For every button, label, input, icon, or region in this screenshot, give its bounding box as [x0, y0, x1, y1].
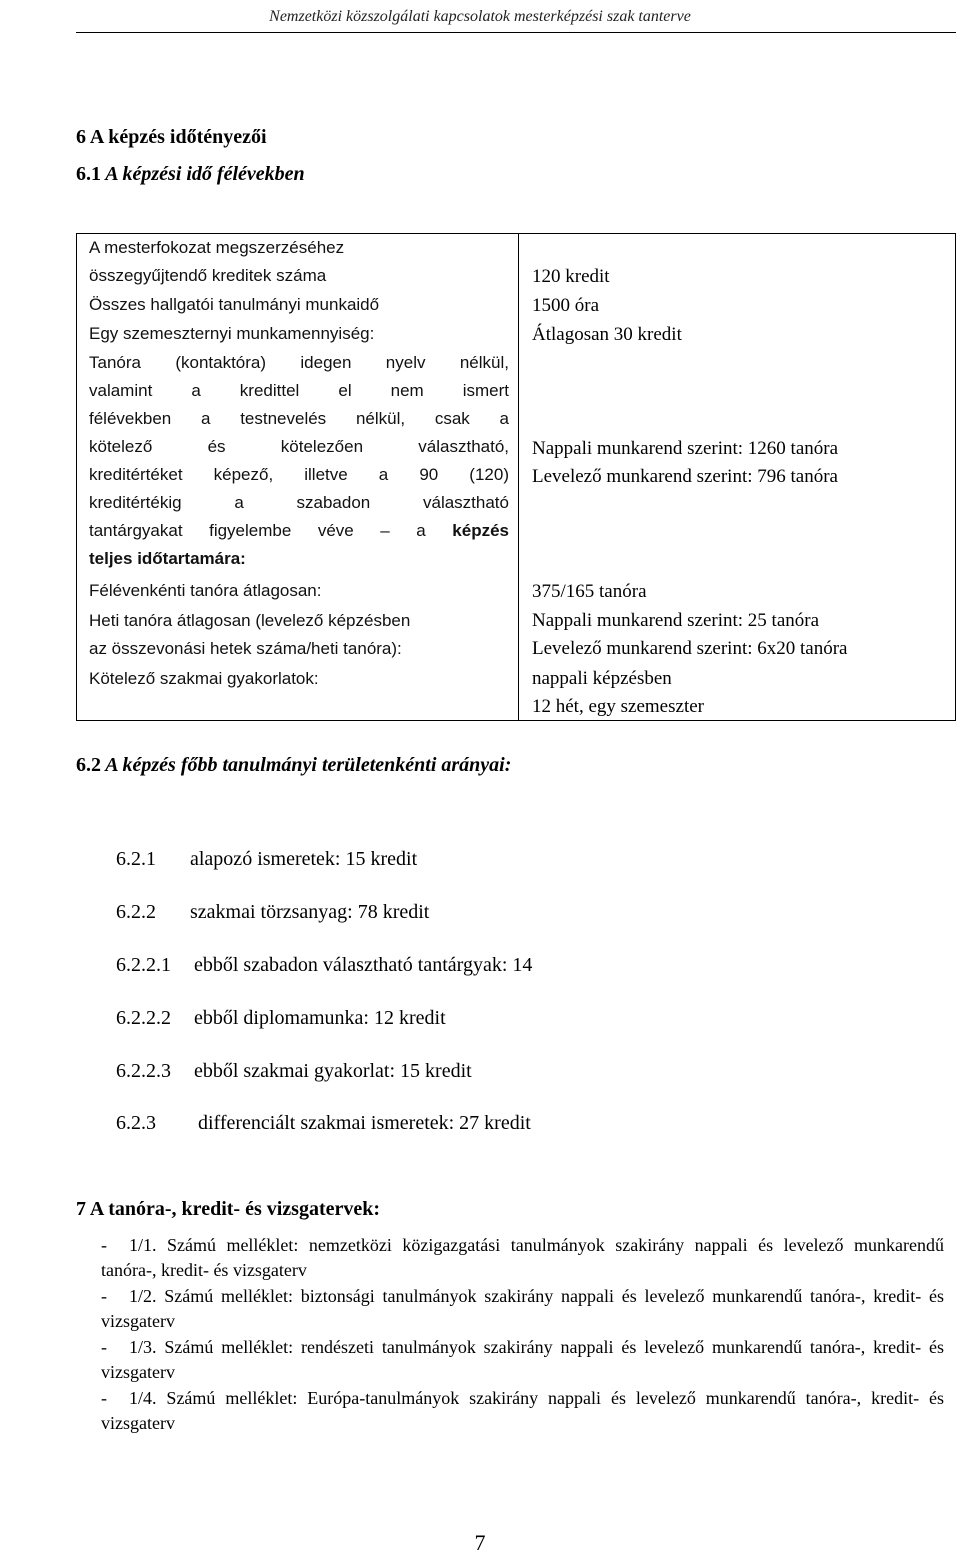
list-item [116, 899, 429, 925]
table-cell-text: valamint a kredittel el nem ismert [89, 381, 509, 400]
list-item-text: ebből szakmai gyakorlat: 15 kredit [194, 1060, 472, 1082]
list-item-number: 6.2.2.3 [116, 1060, 171, 1082]
study-time-table [76, 233, 956, 721]
bullet-dash: - [101, 1286, 107, 1306]
list-item-text: alapozó ismeretek: 15 kredit [190, 848, 418, 870]
table-row-contact-hours-label [89, 349, 509, 573]
table-cell-text [89, 517, 509, 545]
annex-item [101, 1386, 944, 1436]
list-item-text: ebből diplomamunka: 12 kredit [194, 1007, 446, 1029]
table-cell-text: kreditértéket képező, illetve a 90 (120) [89, 465, 509, 484]
table-cell-text: Heti tanóra átlagosan (levelező képzésben [89, 611, 411, 630]
section-6-1-number: 6.1 [76, 163, 101, 185]
table-row-workload-value: 1500 óra [532, 295, 600, 316]
table-row-semester-hours-value: 375/165 tanóra [532, 581, 647, 602]
table-row-semester-value: Átlagosan 30 kredit [532, 324, 682, 345]
table-cell-bold-text: képzés [452, 521, 509, 540]
list-item-number: 6.2.2.1 [116, 954, 171, 976]
table-cell-text: Levelező munkarend szerint: 6x20 tanóra [532, 638, 848, 659]
annex-item [101, 1335, 944, 1385]
list-item [116, 1110, 531, 1136]
table-cell-text: félévekben a testnevelés nélkül, csak a [89, 409, 509, 428]
table-cell-text: összegyűjtendő kreditek száma [89, 266, 327, 285]
page-number: 7 [474, 1530, 486, 1555]
section-6-1-heading [76, 163, 305, 186]
annex-item [101, 1284, 944, 1334]
section-6-2-number: 6.2 [76, 754, 101, 776]
table-row-workload-label: Összes hallgatói tanulmányi munkaidő [89, 295, 380, 314]
table-cell-text: az összevonási hetek száma/heti tanóra): [89, 639, 402, 658]
bullet-dash: - [101, 1337, 107, 1357]
section-6-heading: 6 A képzés időtényezői [76, 126, 267, 148]
running-title: Nemzetközi közszolgálati kapcsolatok mesterképzési szak tanterve [269, 8, 691, 25]
section-6-1-title: A képzési idő félévekben [105, 163, 305, 185]
table-cell-text: A mesterfokozat megszerzéséhez [89, 238, 345, 257]
list-item [116, 1058, 472, 1084]
list-item [116, 846, 417, 872]
list-item-number: 6.2.2 [116, 901, 156, 923]
annex-item-text: 1/3. Számú melléklet: rendészeti tanulmányok szakirány nappali és levelező munkarendű tanóra-, kredit- és vizsgaterv [101, 1337, 944, 1382]
table-cell-text: kreditértékig a szabadon választható [89, 493, 509, 512]
section-7-heading: 7 A tanóra-, kredit- és vizsgatervek: [76, 1198, 381, 1220]
table-cell-text: Tanóra (kontaktóra) idegen nyelv nélkül, [89, 353, 509, 372]
list-item-number: 6.2.1 [116, 848, 156, 870]
table-row-contact-hours-value [532, 435, 838, 491]
header-divider [76, 32, 956, 33]
annex-item-text: 1/2. Számú melléklet: biztonsági tanulmányok szakirány nappali és levelező munkarendű tanóra-, kredit- és vizsgaterv [101, 1286, 944, 1331]
list-item [116, 1005, 446, 1031]
table-row-weekly-hours-label [89, 607, 509, 663]
table-row-semester-label: Egy szemeszternyi munkamennyiség: [89, 324, 375, 343]
table-row-credits-label [89, 234, 509, 290]
table-row-weekly-hours-value [532, 607, 848, 663]
running-header [0, 0, 960, 27]
list-item-number: 6.2.3 [116, 1112, 156, 1134]
table-cell-text: 12 hét, egy szemeszter [532, 696, 704, 717]
table-cell-text-part: tantárgyakat figyelembe véve – a [89, 521, 426, 540]
section-6-2-heading [76, 754, 511, 777]
table-row-credits-value: 120 kredit [532, 266, 610, 287]
list-item-number: 6.2.2.2 [116, 1007, 171, 1029]
bullet-dash: - [101, 1235, 107, 1255]
annex-item-text: 1/1. Számú melléklet: nemzetközi közigazgatási tanulmányok szakirány nappali és levelező munkarendű tanóra-, kredit- és vizsgaterv [101, 1235, 944, 1280]
table-cell-text: Nappali munkarend szerint: 1260 tanóra [532, 438, 839, 459]
bullet-dash: - [101, 1388, 107, 1408]
table-cell-text: nappali képzésben [532, 668, 672, 689]
table-cell-text: Nappali munkarend szerint: 25 tanóra [532, 610, 820, 631]
table-row-practice-label: Kötelező szakmai gyakorlatok: [89, 669, 319, 688]
list-item [116, 952, 532, 978]
table-row-semester-hours-label: Félévenkénti tanóra átlagosan: [89, 581, 322, 600]
table-row-practice-value [532, 665, 704, 721]
list-item-text: ebből szabadon választható tantárgyak: 14 [194, 954, 533, 976]
annex-item-text: 1/4. Számú melléklet: Európa-tanulmányok szakirány nappali és levelező munkarendű tanóra-, kredit- és vizsgaterv [101, 1388, 944, 1433]
table-column-divider [518, 234, 519, 720]
table-cell-bold-text: teljes időtartamára: [89, 549, 246, 568]
list-item-text: differenciált szakmai ismeretek: 27 kredit [198, 1112, 531, 1134]
table-cell-text: Levelező munkarend szerint: 796 tanóra [532, 466, 838, 487]
annex-item [101, 1233, 944, 1283]
list-item-text: szakmai törzsanyag: 78 kredit [190, 901, 430, 923]
section-6-2-title: A képzés főbb tanulmányi területenkénti arányai: [105, 754, 512, 776]
table-cell-text: kötelező és kötelezően választható, [89, 437, 509, 456]
